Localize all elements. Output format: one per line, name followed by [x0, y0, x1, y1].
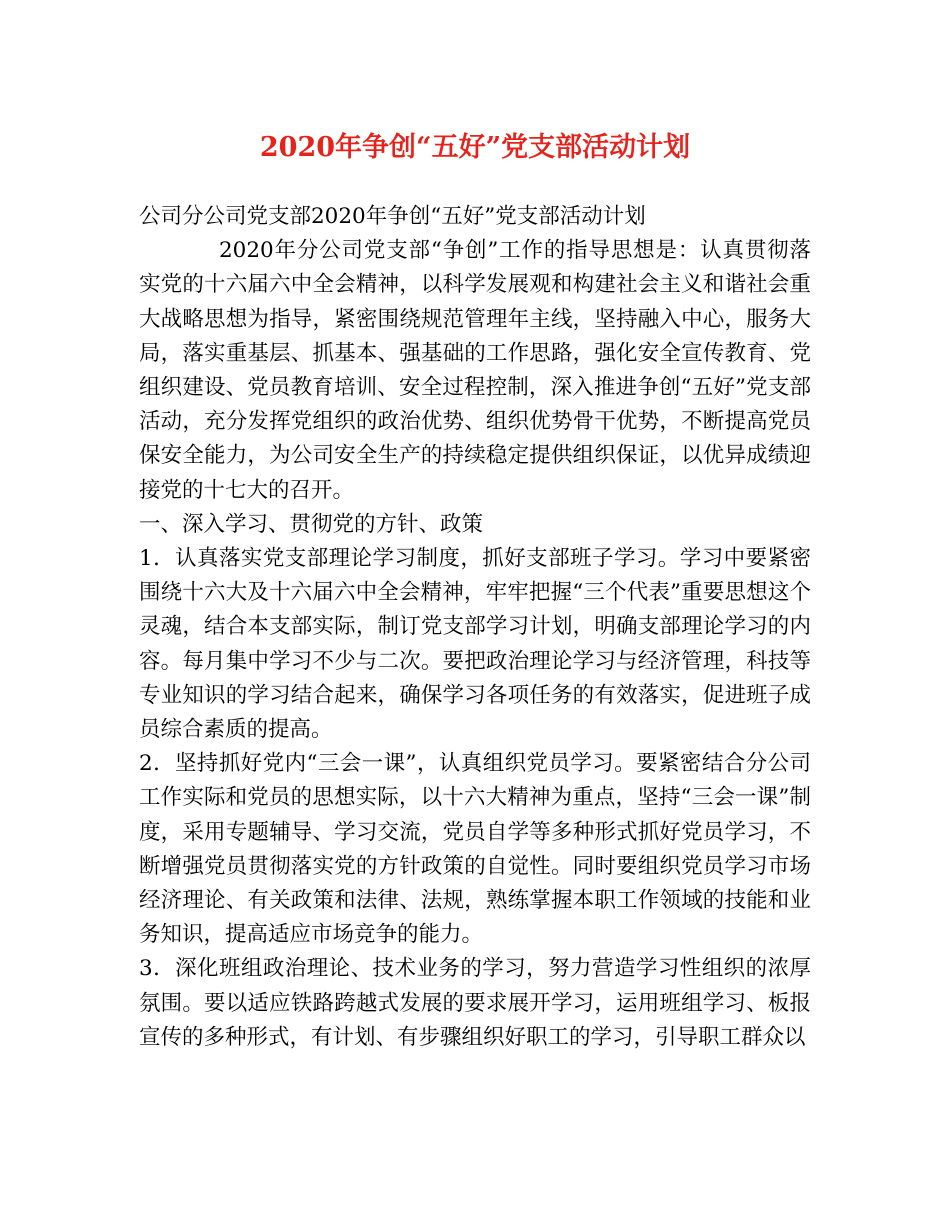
document-title: 2020年争创“五好”党支部活动计划 — [259, 132, 691, 163]
item-paragraph-3: 3．深化班组政治理论、技术业务的学习，努力营造学习性组织的浓厚氛围。要以适应铁路跨越式发展的要求展开学习，运用班组学习、板报宣传的多种形式，有计划、有步骤组织好职工的学习，引导职工群众以 — [139, 956, 811, 1050]
document-body — [139, 200, 811, 1055]
item-paragraph-1: 1．认真落实党支部理论学习制度，抓好支部班子学习。学习中要紧密围绕十六大及十六届六中全会精神，牢牢把握“三个代表”重要思想这个灵魂，结合本支部实际，制订党支部学习计划，明确支部理论学习的内容。每月集中学习不少与二次。要把政治理论学习与经济管理，科技等专业知识的学习结合起来，确保学习各项任务的有效落实，促进班子成员综合素质的提高。 — [139, 546, 811, 743]
guiding-thought-paragraph: 2020年分公司党支部“争创”工作的指导思想是：认真贯彻落实党的十六届六中全会精神，以科学发展观和构建社会主义和谐社会重大战略思想为指导，紧密围绕规范管理年主线，坚持融入中心，服务大局，落实重基层、抓基本、强基础的工作思路，强化安全宣传教育、党组织建设、党员教育培训、安全过程控制，深入推进争创“五好”党支部活动，充分发挥党组织的政治优势、组织优势骨干优势，不断提高党员保安全能力，为公司安全生产的持续稳定提供组织保证，以优异成绩迎接党的十七大的召开。 — [139, 238, 811, 503]
item-paragraph-2: 2．坚持抓好党内“三会一课”，认真组织党员学习。要紧密结合分公司工作实际和党员的思想实际，以十六大精神为重点，坚持“三会一课”制度，采用专题辅导、学习交流，党员自学等多种形式抓好党员学习，不断增强党员贯彻落实党的方针政策的自觉性。同时要组织党员学习市场经济理论、有关政策和法律、法规，熟练掌握本职工作领域的技能和业务知识，提高适应市场竞争的能力。 — [139, 751, 811, 948]
subtitle-line: 公司分公司党支部2020年争创“五好”党支部活动计划 — [139, 204, 646, 229]
section-heading-1: 一、深入学习、贯彻党的方针、政策 — [139, 511, 484, 537]
